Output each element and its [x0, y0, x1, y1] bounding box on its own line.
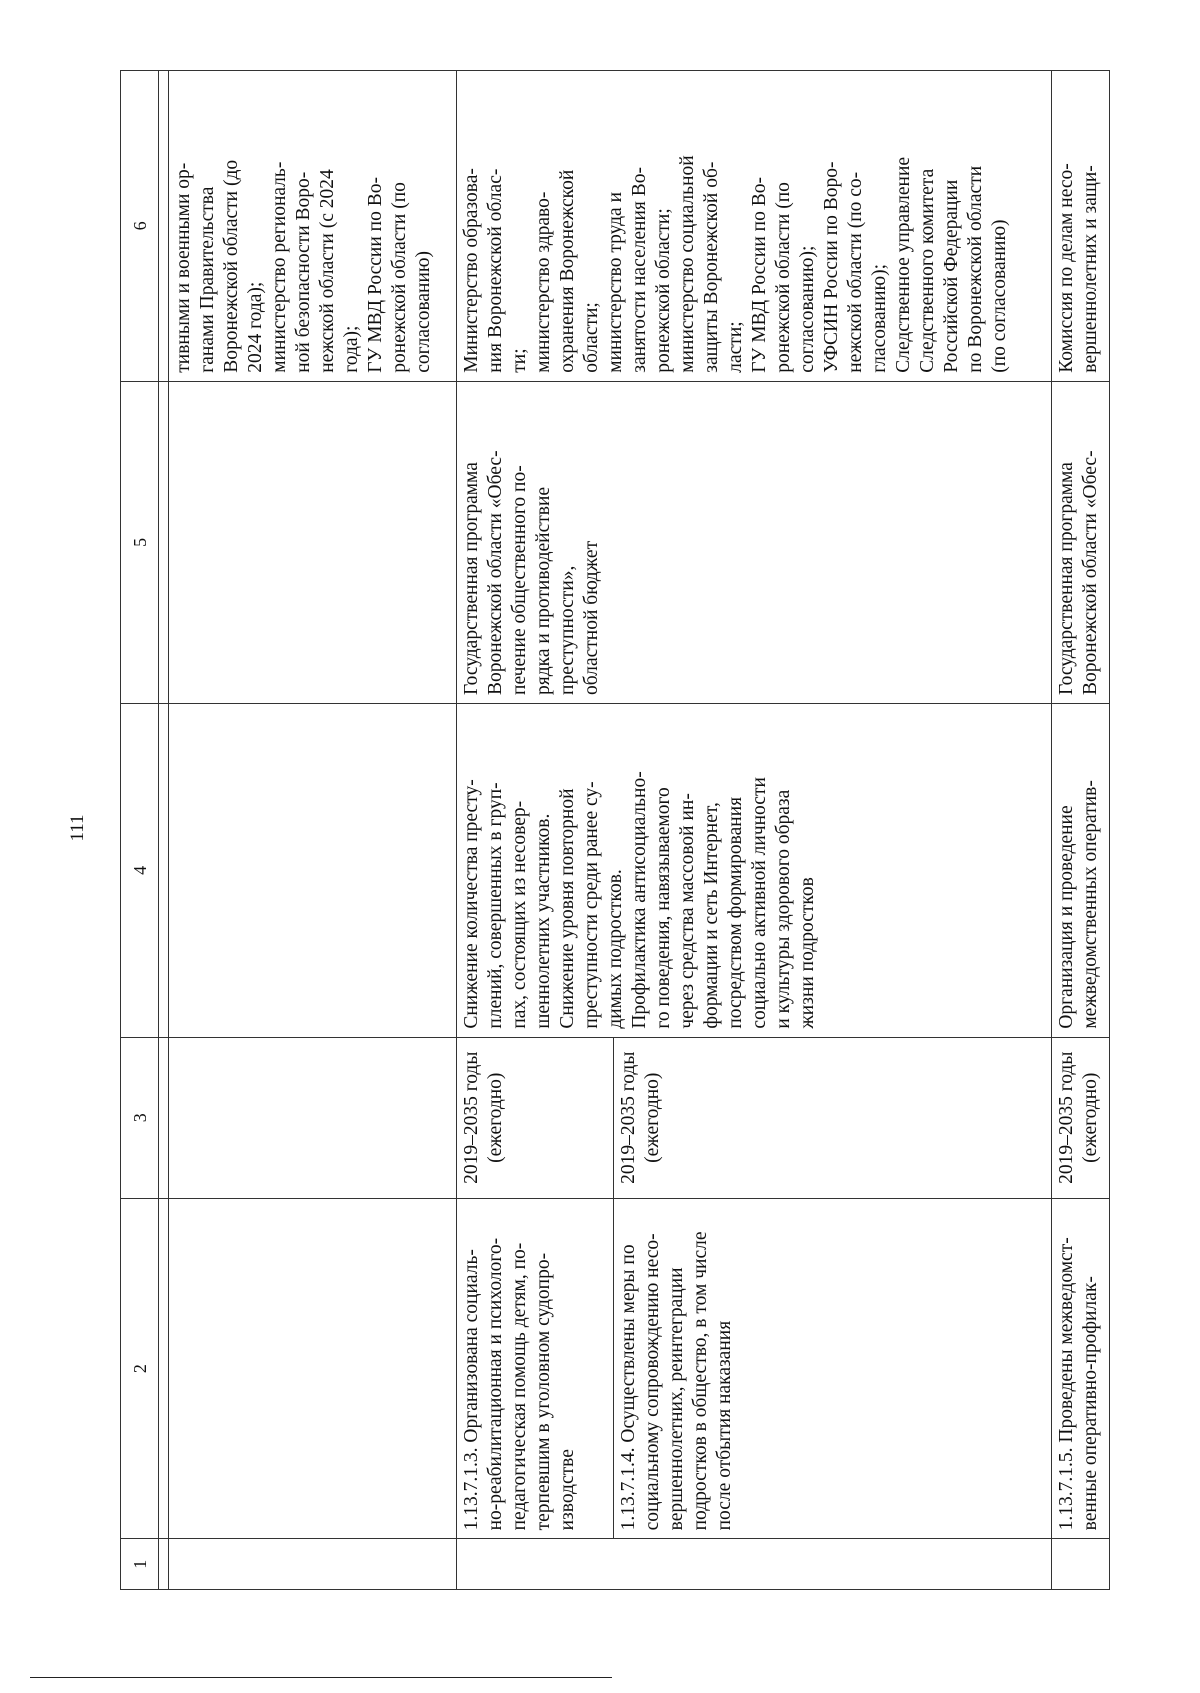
table-cell	[457, 1037, 614, 1198]
table-cell	[169, 1539, 457, 1590]
period-text: 2019–2035 годы (ежегодно)	[618, 1051, 664, 1184]
measure-text: 1.13.7.1.5. Проведены межведомст- венные оперативно-профилак-	[1056, 1237, 1102, 1531]
table-cell	[1052, 1198, 1110, 1539]
table-header-row	[121, 71, 159, 1590]
table-cell	[169, 71, 457, 382]
table-cell	[1052, 1539, 1110, 1590]
column-header: 2	[121, 1198, 159, 1539]
column-header: 6	[121, 71, 159, 382]
table-cell	[457, 703, 1052, 1037]
period-text: 2019–2035 годы (ежегодно)	[1056, 1051, 1102, 1184]
result-text: Организация и проведение межведомственных оператив-	[1056, 780, 1102, 1029]
table-cell	[1052, 71, 1110, 382]
rotated-table-wrapper	[120, 70, 1110, 1590]
footer-rule	[30, 1677, 612, 1678]
table-cell	[1052, 1037, 1110, 1198]
column-header: 1	[121, 1539, 159, 1590]
table-cell	[457, 1539, 1052, 1590]
period-text: 2019–2035 годы (ежегодно)	[461, 1051, 507, 1184]
table-cell	[1052, 703, 1110, 1037]
result-text: Снижение количества престу- плений, совершенных в груп- пах, состоящих из несовер- шеннолетних участников. Снижение уровня повторной преступности среди ранее су- димых подростков. Профилактика антисоциально- го поведения, навязываемого через средства массовой ин- формации и сеть Интернет, посредством формирования социально активной личности и культуры здорового образа жизни подростков	[461, 771, 819, 1029]
column-header: 3	[121, 1037, 159, 1198]
measure-text: 1.13.7.1.3. Организована социаль- но-реабилитационная и психолого- педагогическая помощь детям, по- терпевшим в уголовном судопро- изводстве	[461, 1237, 579, 1531]
table-cell	[457, 381, 1052, 703]
table-cell	[169, 703, 457, 1037]
table-row	[169, 71, 457, 1590]
funding-text: Государственная программа Воронежской области «Обес-	[1056, 450, 1102, 695]
measures-table	[120, 70, 1110, 1590]
table-cell	[169, 1198, 457, 1539]
table-cell	[457, 1198, 614, 1539]
table-cell	[169, 1037, 457, 1198]
funding-text: Государственная программа Воронежской области «Обес- печение общественного по- рядка и противодействие преступности», областной бюджет	[461, 450, 603, 695]
table-cell	[169, 381, 457, 703]
header-spacer-row	[159, 71, 169, 1590]
table-cell	[457, 71, 1052, 382]
page-number: 111	[67, 814, 88, 842]
responsible-text: Министерство образова- ния Воронежской облас- ти; министерство здраво- охранения Воронежской области; министерство труда и занятости населения Во- ронежской области; министерство социальной защиты Воронежской об- ласти; ГУ МВД России по Во- ронежской области (по согласованию); УФСИН России по Воро- нежской области (по со- гласованию); Следственное управление Следственного комитета Российской Федерации по Воронежской области (по согласованию)	[461, 155, 1011, 373]
table-row	[457, 71, 614, 1590]
table-row	[1052, 71, 1110, 1590]
measure-text: 1.13.7.1.4. Осуществлены меры по социальному сопровождению несо- вершеннолетних, реинтеграции подростков в общество, в том числе после отбытия наказания	[618, 1231, 736, 1531]
responsible-text: Комиссия по делам несо- вершеннолетних и защи-	[1056, 163, 1102, 373]
responsible-text: тивными и военными ор- ганами Правительства Воронежской области (до 2024 года); министерство региональ- ной безопасности Воро- нежской области (с 2024 года); ГУ МВД России по Во- ронежской области (по согласованию)	[173, 159, 434, 373]
column-header: 5	[121, 381, 159, 703]
table-cell	[614, 1037, 1052, 1198]
table-cell	[1052, 381, 1110, 703]
column-header: 4	[121, 703, 159, 1037]
table-cell	[614, 1198, 1052, 1539]
